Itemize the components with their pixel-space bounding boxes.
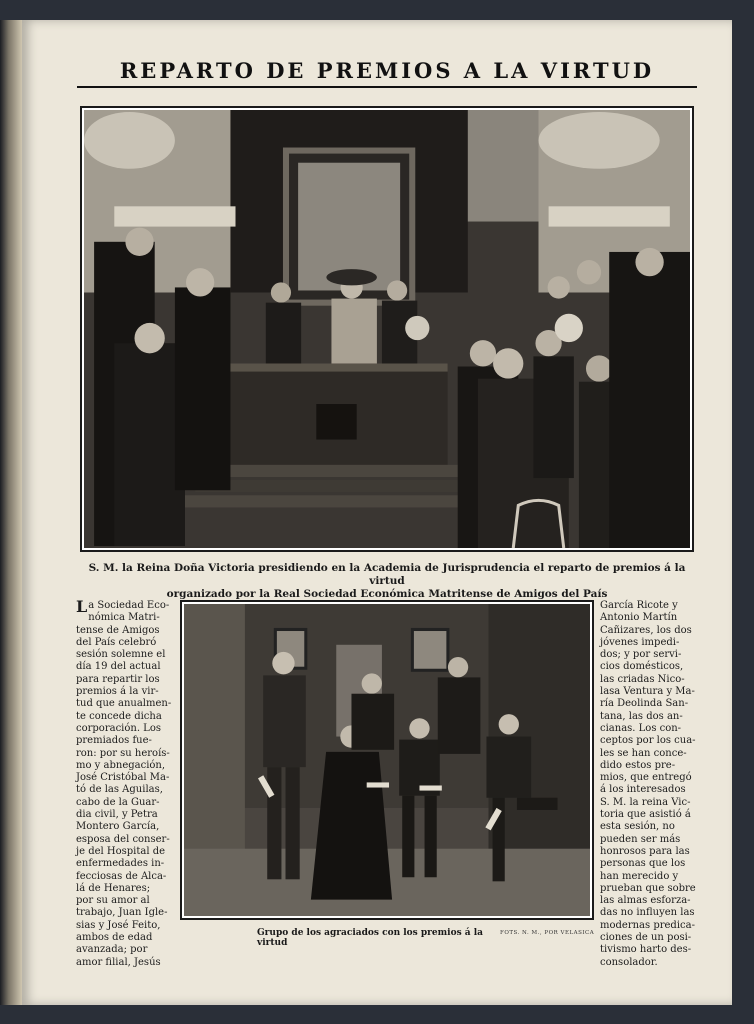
ceremony-photo — [80, 106, 694, 552]
photo-credit: FOTS. N. M., POR VELASICA — [500, 930, 595, 936]
article-body-right: García Ricote y Antonio Martín Cañizares, los dos jóvenes impedi- dos; y por servi- cios domésticos, las criadas Nico- lasa Ventura y Ma- ría Deolinda San- tana, las dos an- cianas. Los con- ceptos por los cua- les se han conce- dido estos pre- mios, que entregó á los interesados S. M. la reina Vic- toria que asistió á esta sesión, no pueden ser más honrosos para las personas que los han merecido y prueban que sobre las almas esforza- das no influyen las modernas predica- ciones de un posi- tivismo harto des- consolador. — [600, 600, 696, 968]
article-body-left-text: a Sociedad Eco- nómica Matri- tense de Amigos del País celebró sesión solemne el día 19 del actual para repartir los premios á la vir- tud que anualmen- te concede dicha corporación. Los premiados fue- ron: por su heroís- mo y abnegación, José Cristóbal Ma- tó de las Aguilas, cabo de la Guar- dia civil, y Petra Montero García, esposa del conser- je del Hospital de enfermedades in- fecciosas de Alca- lá de Henares; por su amor al trabajo, Juan Igle- sias y José Feito, ambos de edad avanzada; por amor filial, Jesús — [76, 600, 172, 968]
drop-cap: L — [76, 597, 88, 616]
ceremony-caption-line1: S. M. la Reina Doña Victoria presidiendo en la Academia de Jurisprudencia el reparto de premios á la virtud — [88, 562, 686, 587]
book-spine — [0, 20, 22, 1005]
article-title: REPARTO DE PREMIOS A LA VIRTUD — [119, 58, 655, 83]
article-body-left — [76, 597, 172, 969]
magazine-page — [22, 20, 732, 1005]
awardees-caption: Grupo de los agraciados con los premios á la virtud — [257, 928, 484, 948]
awardees-photo — [180, 600, 594, 920]
title-rule — [77, 86, 697, 88]
awardees-photo-image — [184, 604, 590, 916]
ceremony-caption-line2: organizado por la Real Sociedad Económica Matritense de Amigos del País — [166, 588, 608, 600]
ceremony-caption — [82, 562, 692, 601]
ceremony-photo-image — [84, 110, 690, 548]
